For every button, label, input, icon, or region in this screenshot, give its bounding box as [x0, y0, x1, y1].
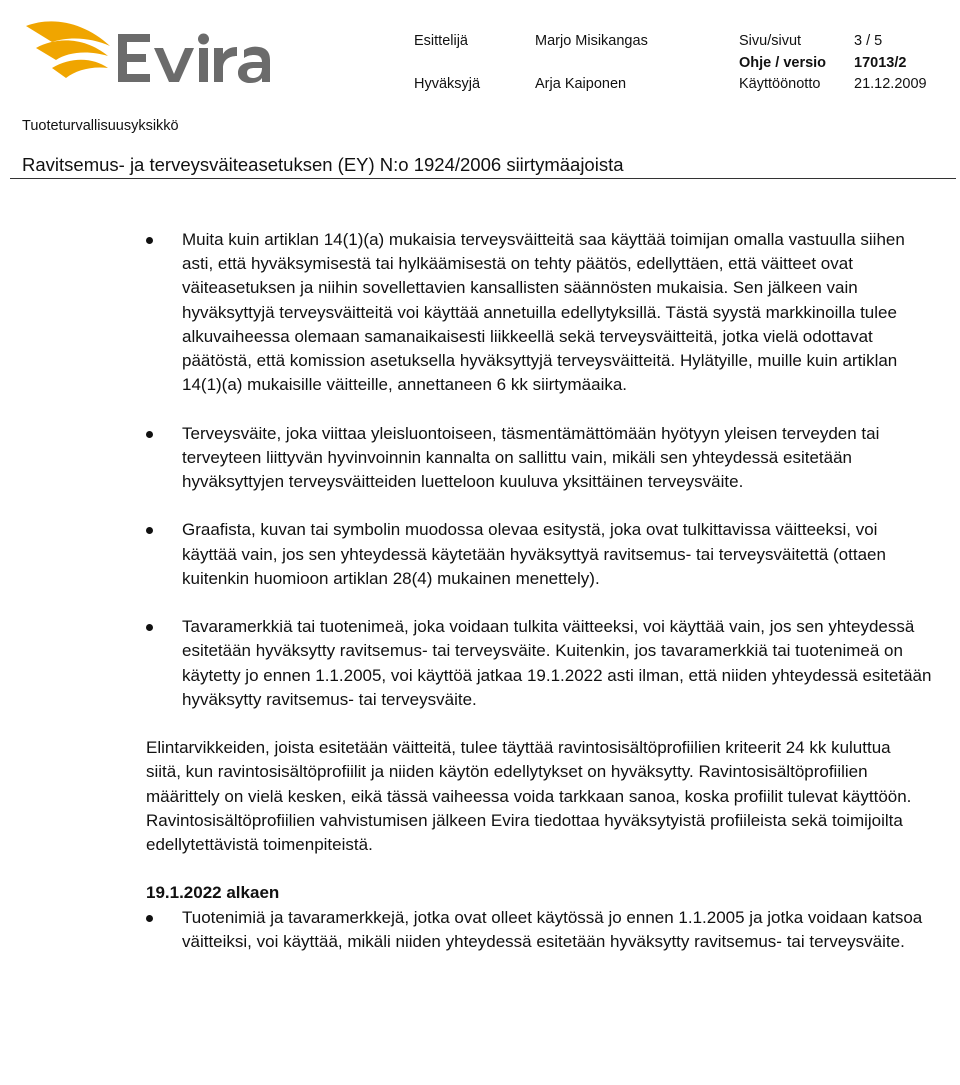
bullet-icon — [146, 624, 153, 631]
header-divider — [10, 178, 956, 179]
body-paragraph: Elintarvikkeiden, joista esitetään väitteitä, tulee täyttää ravintosisältöprofiilien kriteerit 24 kk kuluttua siitä, kun ravintosisältöprofiilit ja niiden käytön edellytykset on hyväksytty. Ravintosisältöprofiilien määrittely on vielä kesken, eikä tässä vaiheessa voida tarkkaan sanoa, koska profiilit tulevat käyttöön. Ravintosisältöprofiilien vahvistumisen jälkeen Evira tiedottaa hyväksytyistä profiileista sekä toimijoilta edellytettävistä toimenpiteistä. — [146, 738, 912, 855]
list-item — [0, 518, 932, 591]
page-label: Sivu/sivut — [739, 33, 802, 49]
meta-row-approval — [414, 74, 954, 96]
page-number: 3 / 5 — [854, 33, 883, 49]
adoption-label: Käyttöönotto — [739, 76, 821, 92]
bullet-icon — [146, 431, 153, 438]
author-label: Esittelijä — [414, 33, 468, 49]
doc-number: 17013/2 — [854, 54, 907, 71]
evira-logo — [22, 12, 272, 92]
approver-label: Hyväksyjä — [414, 76, 481, 92]
page-title: Ravitsemus- ja terveysväiteasetuksen (EY) N:o 1924/2006 siirtymäajoista — [22, 154, 624, 175]
list-item-text: Muita kuin artiklan 14(1)(a) mukaisia terveysväitteitä saa käyttää toimijan omalla vastuulla siihen asti, että hyväksymisestä tai hylkäämisestä on tehty päätös, edellyttäen, että väitteet ovat väiteasetuksen ja niihin sovellettavien kansallisten säännösten mukaisia. Sen jälkeen vain hyväksyttyjä terveysväitteitä voi käyttää annetuilla edellytyksillä. Tästä syystä markkinoilla tulee alkuvaiheessa olemaan samanaikaisesti liikkeellä sekä terveysväitteitä, jotka vielä odottavat päätöstä, että komission asetuksella hyväksyttyjä terveysväitteitä. Hylätyille, muille kuin artiklan 14(1)(a) mukaisille väitteille, annettaneen 6 kk siirtymäaika. — [182, 230, 905, 395]
adoption-date: 21.12.2009 — [854, 76, 927, 92]
bullet-icon — [146, 237, 153, 244]
bullet-icon — [146, 915, 153, 922]
meta-row-author — [414, 31, 954, 53]
unit-name: Tuoteturvallisuusyksikkö — [22, 118, 179, 134]
approver-name: Arja Kaiponen — [535, 76, 627, 92]
author-name: Marjo Misikangas — [535, 33, 648, 49]
list-item-text: Graafista, kuvan tai symbolin muodossa olevaa esitystä, joka ovat tulkittavissa väitteeksi, voi käyttää vain, jos sen yhteydessä käytetään hyväksyttyä ravitsemus- tai terveysväitettä (ottaen kuitenkin huomioon artiklan 28(4) mukainen menettely). — [182, 520, 886, 588]
list-item-text: Tuotenimiä ja tavaramerkkejä, jotka ovat olleet käytössä jo ennen 1.1.2005 ja jotka voidaan katsoa väitteiksi, voi käyttää, mikäli niiden yhteydessä esitetään hyväksytty ravitsemus- tai terveysväite. — [182, 907, 923, 951]
list-item-text: Terveysväite, joka viittaa yleisluontoiseen, täsmentämättömään hyötyyn yleisen terveyden tai terveyteen liittyvän hyvinvoinnin kannalta on sallittu vain, mikäli sen yhteydessä esitetään hyväksyttyjen terveysväitteiden luetteloon kuuluva yksittäinen terveysväite. — [182, 423, 880, 492]
meta-row-doc — [414, 53, 954, 75]
document-meta — [414, 31, 954, 96]
list-item — [0, 228, 932, 397]
bullet-icon — [146, 527, 153, 534]
doc-label: Ohje / versio — [739, 54, 827, 71]
list-item — [0, 615, 932, 712]
section-heading: 19.1.2022 alkaen — [146, 883, 280, 903]
document-body — [0, 228, 960, 954]
list-item — [0, 906, 932, 954]
list-item — [0, 422, 932, 495]
list-item-text: Tavaramerkkiä tai tuotenimeä, joka voidaan tulkita väitteeksi, voi käyttää vain, jos sen yhteydessä esitetään hyväksytty ravitsemus- tai terveysväite. Kuitenkin, jos tavaramerkkiä tai tuotenimeä on käytetty jo ennen 1.1.2005, voi käyttöä jatkaa 19.1.2022 asti ilman, että niiden yhteydessä esitetään hyväksytty ravitsemus- tai terveysväite. — [182, 617, 932, 709]
evira-logo-mark — [22, 12, 272, 92]
